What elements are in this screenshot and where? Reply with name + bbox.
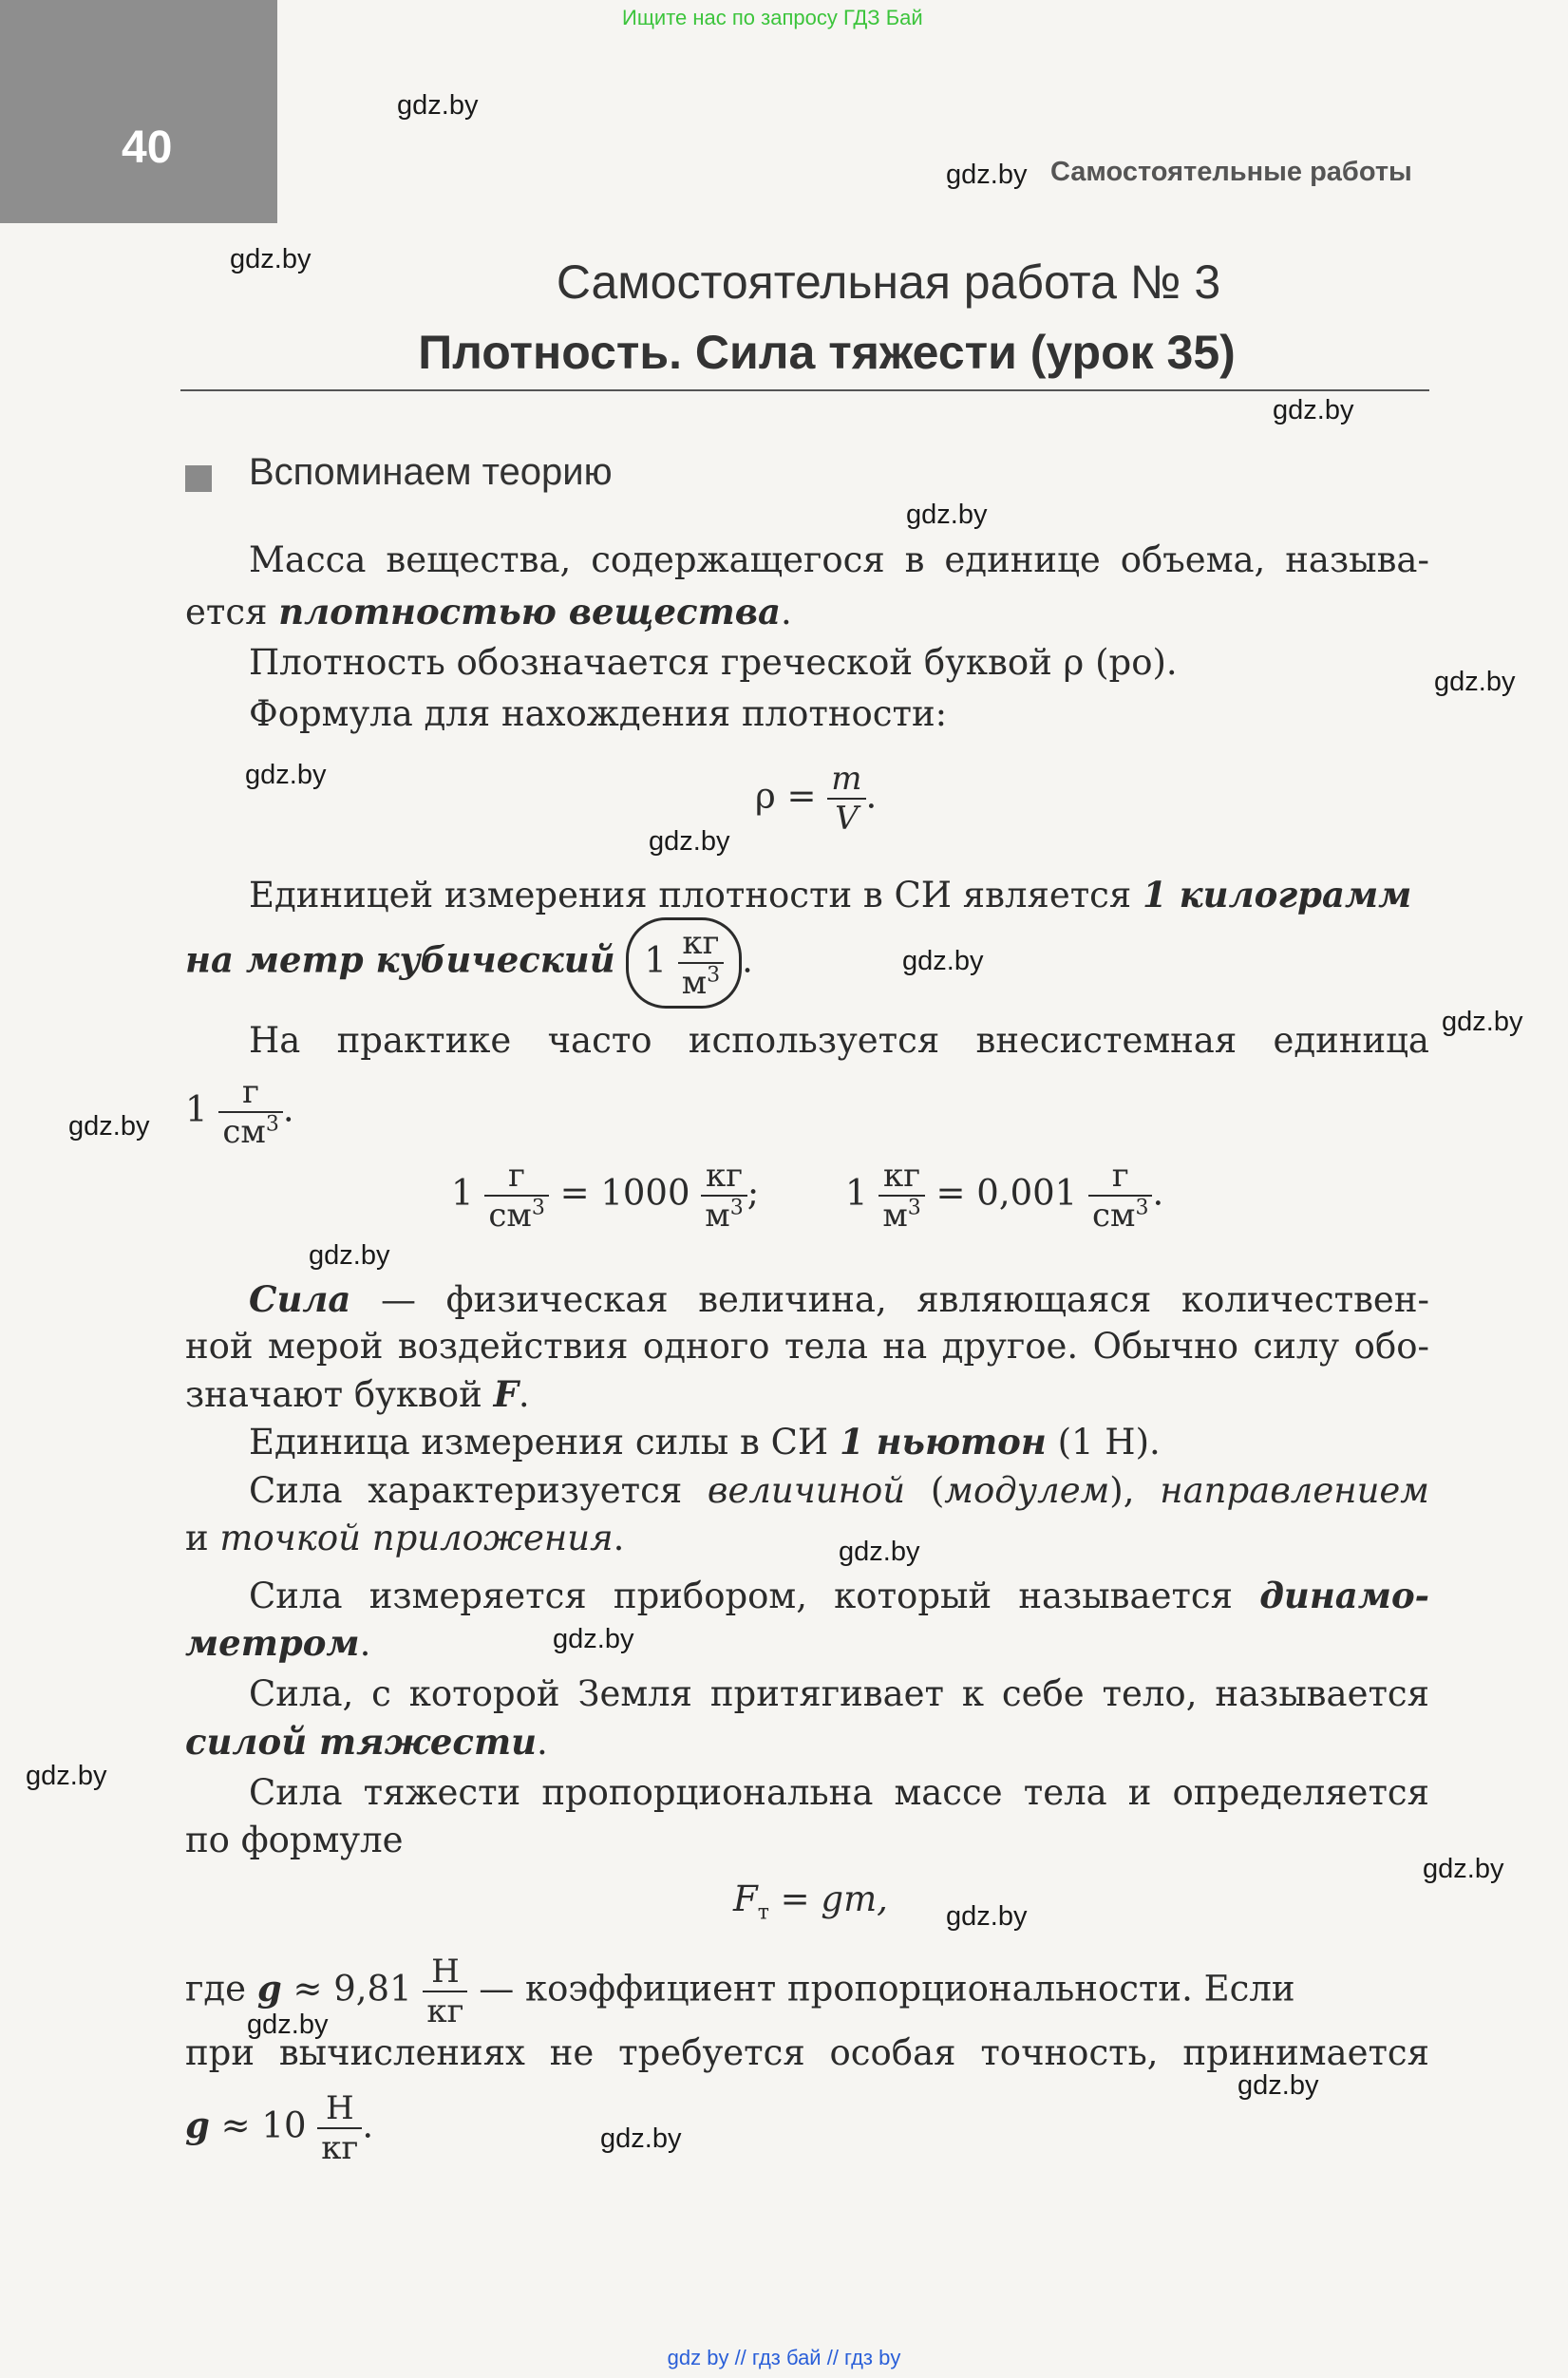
text-line: Сила, с которой Земля притягивает к себе тело, называется <box>249 1673 1429 1714</box>
text-line: 1 $\frac{г}{см^3}$ . <box>185 1073 294 1151</box>
text-line: по формуле <box>185 1820 404 1860</box>
watermark: gdz.by <box>946 160 1028 190</box>
watermark: gdz.by <box>309 1240 390 1271</box>
text-line: при вычислениях не требуется особая точность, принимается <box>185 2032 1429 2073</box>
watermark: gdz.by <box>247 2010 329 2040</box>
term-density: плотностью вещества <box>278 591 781 632</box>
text-line: g ≈ 10 $\frac{Н}{кг}$ . <box>185 2089 374 2167</box>
theory-heading: Вспоминаем теорию <box>249 451 613 493</box>
watermark: gdz.by <box>1434 667 1516 697</box>
text-line: Масса вещества, содержащегося в единице объема, называ- <box>249 539 1429 580</box>
text-line: силой тяжести. <box>185 1721 548 1763</box>
text-line: на метр кубический 1 $\frac{кг}{м^3}$ . <box>185 917 753 1009</box>
gravity-formula: $F_т$ = gm, <box>733 1878 888 1925</box>
text-line: и точкой приложения. <box>185 1518 625 1558</box>
watermark: gdz.by <box>68 1111 150 1142</box>
watermark: gdz.by <box>906 500 988 530</box>
watermark: gdz.by <box>649 826 730 857</box>
watermark: gdz.by <box>1423 1854 1504 1884</box>
watermark: gdz.by <box>902 946 984 976</box>
title-rule <box>180 389 1429 391</box>
page-number-box <box>0 0 277 223</box>
watermark: gdz.by <box>553 1624 634 1654</box>
text-line: значают буквой F. <box>185 1373 530 1415</box>
conversion-equation-2: 1 $\frac{кг}{м^3}$ = 0,001 $\frac{г}{см^3}$ . <box>845 1157 1164 1235</box>
conversion-equation-1: 1 $\frac{г}{см^3}$ = 1000 $\frac{кг}{м^3}$ ; <box>451 1157 760 1235</box>
watermark: gdz.by <box>245 760 327 790</box>
watermark: gdz.by <box>1442 1007 1523 1037</box>
bottom-banner[interactable]: gdz by // гдз бай // гдз by <box>667 2346 901 2369</box>
text-line: ной мерой воздействия одного тела на другое. Обычно силу обо- <box>185 1326 1429 1367</box>
text-line: Сила характеризуется величиной (модулем), направлением <box>249 1470 1429 1511</box>
text-line: Сила — физическая величина, являющаяся количествен- <box>249 1278 1429 1320</box>
text-line: Формула для нахождения плотности: <box>249 693 948 734</box>
watermark: gdz.by <box>397 90 479 121</box>
watermark: gdz.by <box>26 1761 107 1791</box>
text-line: ется плотностью вещества. <box>185 591 792 632</box>
top-banner[interactable]: Ищите нас по запросу ГДЗ Бай <box>622 6 923 29</box>
watermark: gdz.by <box>946 1901 1028 1932</box>
page-number: 40 <box>122 123 173 173</box>
square-bullet-icon <box>185 465 212 492</box>
watermark: gdz.by <box>600 2123 682 2154</box>
watermark: gdz.by <box>1237 2070 1319 2101</box>
section-title: Самостоятельные работы <box>1050 157 1412 187</box>
watermark: gdz.by <box>839 1537 920 1567</box>
work-title: Самостоятельная работа № 3 <box>556 255 1221 309</box>
watermark: gdz.by <box>1273 395 1354 425</box>
density-formula: ρ = $\frac{m}{V}$ . <box>755 760 878 838</box>
text-line: Единица измерения силы в СИ 1 ньютон (1 Н). <box>249 1421 1161 1463</box>
text-line: Сила тяжести пропорциональна массе тела и определяется <box>249 1772 1429 1813</box>
unit-parentheses: 1 $\frac{кг}{м^3}$ <box>626 917 742 1009</box>
lesson-title: Плотность. Сила тяжести (урок 35) <box>418 326 1236 379</box>
watermark: gdz.by <box>230 244 312 274</box>
text-line: где g ≈ 9,81 $\frac{Н}{кг}$ — коэффициент пропорциональности. Если <box>185 1953 1295 2030</box>
text-line: Сила измеряется прибором, который называется динамо- <box>249 1575 1429 1616</box>
text-line: метром. <box>185 1622 371 1664</box>
text-line: Плотность обозначается греческой буквой ρ (ро). <box>249 642 1178 683</box>
text-line: На практике часто используется внесистемная единица <box>249 1020 1429 1061</box>
text-line: Единицей измерения плотности в СИ является 1 килограмм <box>249 874 1412 915</box>
